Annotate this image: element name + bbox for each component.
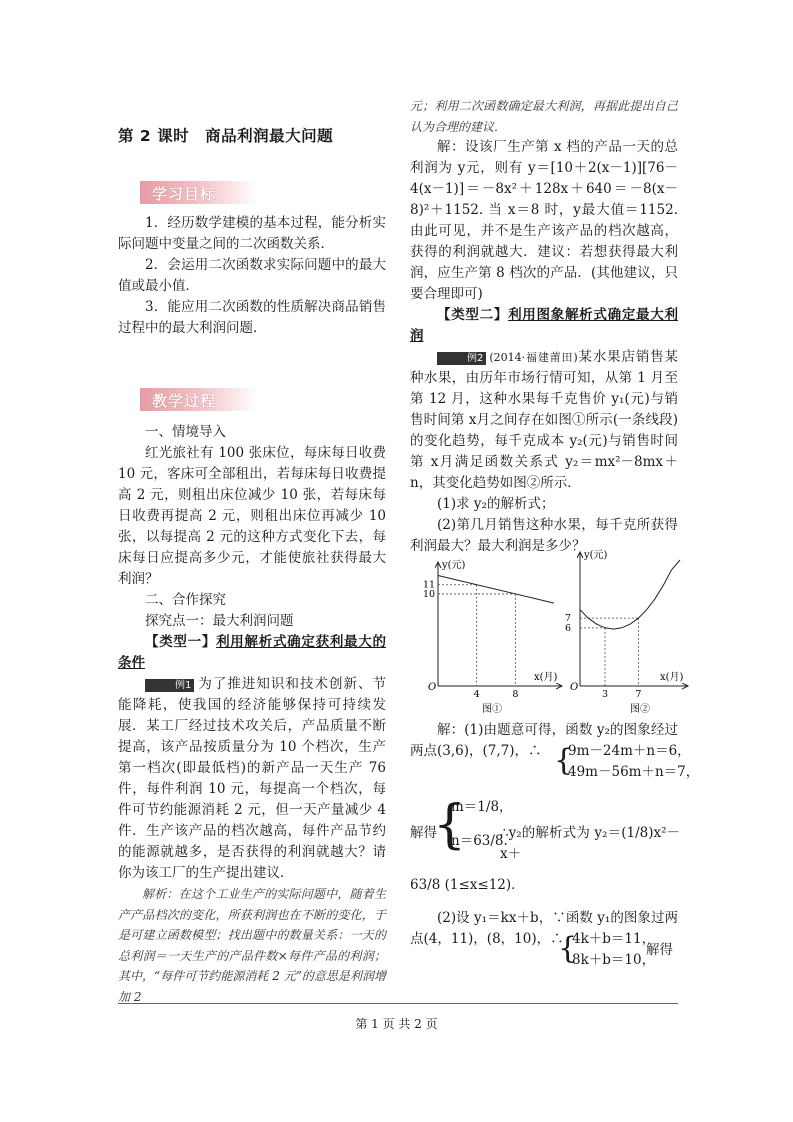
system3	[558, 929, 656, 971]
x-tick-label: 4	[473, 689, 480, 700]
example1-badge: 例1	[145, 679, 194, 692]
y-axis-label: y(元)	[584, 550, 608, 561]
question1: (1)求 y₂的解析式；	[437, 496, 555, 512]
solve-word: 解得	[410, 825, 437, 841]
figures	[412, 550, 684, 716]
goal-item: 2．会运用二次函数求实际问题中的最大值或最小值．	[118, 257, 386, 294]
system2-eq1: m＝1/8，	[451, 799, 513, 815]
footer-divider	[118, 1003, 678, 1004]
solution1: 解：设该厂生产第 x 档的产品一天的总利润为 y元，则有 y＝[10＋2(x－1)][76－4(x－1)]＝－8x²＋128x＋640＝－8(x－8)²＋1152. 当 x＝8 时，y最大值＝1152. 由此可见，并不是生产该产品的档次越高，获得的利润就越大．建议：若想获得最大利润，应生产第 8 档次的产品．(其他建议，只要合理即可)	[410, 139, 678, 302]
type2-title: 利用图象解析式确定最大利润	[410, 307, 678, 344]
type2-heading	[410, 305, 678, 347]
explore-heading: 探究点一：最大利润问题	[145, 613, 294, 629]
system3-eq2: 8k＋b＝10，	[572, 952, 656, 968]
intro-paragraph: 红光旅社有 100 张床位，每床每日收费 10 元，客床可全部租出，若每床每日收费提高 2 元，则租出床位减少 10 张，若每床每日收费再提高 2 元，则租出床位再减少 10 张，以每提高 2 元的这种方式变化下去，每床每日应提高多少元，才能使旅社获得最大利润？	[118, 445, 386, 587]
brace-symbol: {	[433, 795, 467, 855]
system1-eq2: 49m－56m＋n＝7，	[568, 764, 700, 780]
process-banner	[140, 388, 258, 411]
series-line	[438, 576, 554, 604]
solution2-part-a: 解：(1)由题意可得，函数 y₂的图象经过两点(3,6)，(7,7)，∴	[410, 722, 678, 759]
x-tick-label: 3	[602, 689, 609, 700]
system1-eq1: 9m－24m＋n＝6，	[568, 743, 691, 759]
solution2-part-e: 解得	[646, 942, 673, 958]
chart-caption: 图②	[630, 704, 650, 715]
type1-prefix: 【类型一】	[145, 634, 217, 650]
goals-banner-label: 学习目标	[152, 185, 217, 203]
system2-eq2: n＝63/8.	[451, 833, 508, 849]
example2-text: 某水果店销售某种水果，由历年市场行情可知，从第 1 月至第 12 月，这种水果每千克售价 y₁(元)与销售时间第 x月之间存在如图①所示(一条线段)的变化趋势，每千克成本 y₂(元)与销售时间第 x月满足函数关系式 y₂＝mx²－8mx＋n，其变化趋势如图②所示．	[410, 349, 679, 491]
example1-text: 为了推进知识和技术创新、节能降耗，使我国的经济能够保持可持续发展．某工厂经过技术攻关后，产品质量不断提高，该产品按质量分为 10 个档次，生产第一档次(即最低档)的新产品一天生产 76 件，每件利润 10 元，每提高一个档次，每件可节约能源消耗 2 元，但一天产量减少 4 件．生产该产品的档次越高，每件产品节约的能源就越多，是否获得的利润就越大？请你为该工厂的生产提出建议．	[118, 676, 386, 881]
x-tick-label: 7	[635, 689, 642, 700]
chart-figure-1	[423, 559, 562, 715]
brace-symbol: {	[558, 931, 578, 966]
example2-source: (2014·福建莆田)	[489, 351, 578, 364]
example2	[410, 347, 678, 494]
goal-item: 1．经历数学建模的基本过程，能分析实际问题中变量之间的二次函数关系．	[118, 215, 386, 252]
system1	[554, 741, 700, 783]
lesson-title: 第 2 课时 商品利润最大问题	[118, 127, 334, 145]
analysis-continued: 元；利用二次函数确定最大利润，再据此提出自己认为合理的建议．	[410, 99, 678, 134]
series-line	[580, 560, 680, 629]
x-tick-label: 8	[512, 689, 519, 700]
example1	[118, 674, 386, 884]
y-tick-label: 7	[565, 613, 572, 625]
type1-title: 利用解析式确定获利最大的条件	[118, 634, 386, 671]
type2-prefix: 【类型二】	[437, 307, 509, 323]
example2-badge: 例2	[437, 352, 486, 365]
y-tick-label: 6	[565, 622, 572, 634]
chart-figure-2	[565, 549, 688, 715]
y-tick-label: 10	[423, 588, 436, 600]
goal-item: 3．能应用二次函数的性质解决商品销售过程中的最大利润问题．	[118, 299, 386, 336]
right-body-top	[410, 96, 678, 557]
solution2-part-c: 63/8 (1≤x≤12)．	[410, 877, 525, 893]
system3-eq1: 4k＋b＝11，	[572, 931, 656, 947]
solution2-part-d: (2)设 y₁＝kx＋b，∵函数 y₁的图象过两点(4，11)，(8，10)，∴	[410, 910, 678, 947]
y-axis-label: y(元)	[442, 560, 466, 571]
type1-heading	[118, 632, 386, 674]
chart-caption: 图①	[482, 704, 502, 715]
page-footer: 第 1 页 共 2 页	[355, 1017, 438, 1031]
y-tick-label: 11	[423, 579, 436, 591]
solution2-part-b: ∴y₂的解析式为 y₂＝(1/8)x²－x＋	[500, 825, 680, 862]
origin-label: O	[428, 682, 437, 693]
question2: (2)第几月销售这种水果，每千克所获得利润最大？最大利润是多少？	[410, 517, 678, 554]
goals-list	[118, 213, 386, 339]
analysis-paragraph: 解析：在这个工业生产的实际问题中，随着生产产品档次的变化，所获利润也在不断的变化，于是可建立函数模型；找出题中的数量关系：一天的总利润＝一天生产的产品件数×每件产品的利润；其中，“每件可节约能源消耗 2 元”的意思是利润增加 2	[118, 887, 386, 1004]
brace-symbol: {	[554, 743, 574, 778]
origin-label: O	[570, 682, 579, 693]
x-axis-label: x(月)	[660, 672, 684, 683]
section-heading: 二、合作探究	[145, 592, 226, 608]
process-banner-label: 教学过程	[152, 392, 217, 410]
left-body	[118, 422, 386, 1007]
goals-banner	[140, 181, 258, 204]
x-axis-label: x(月)	[534, 672, 558, 683]
section-heading: 一、情境导入	[145, 424, 226, 440]
